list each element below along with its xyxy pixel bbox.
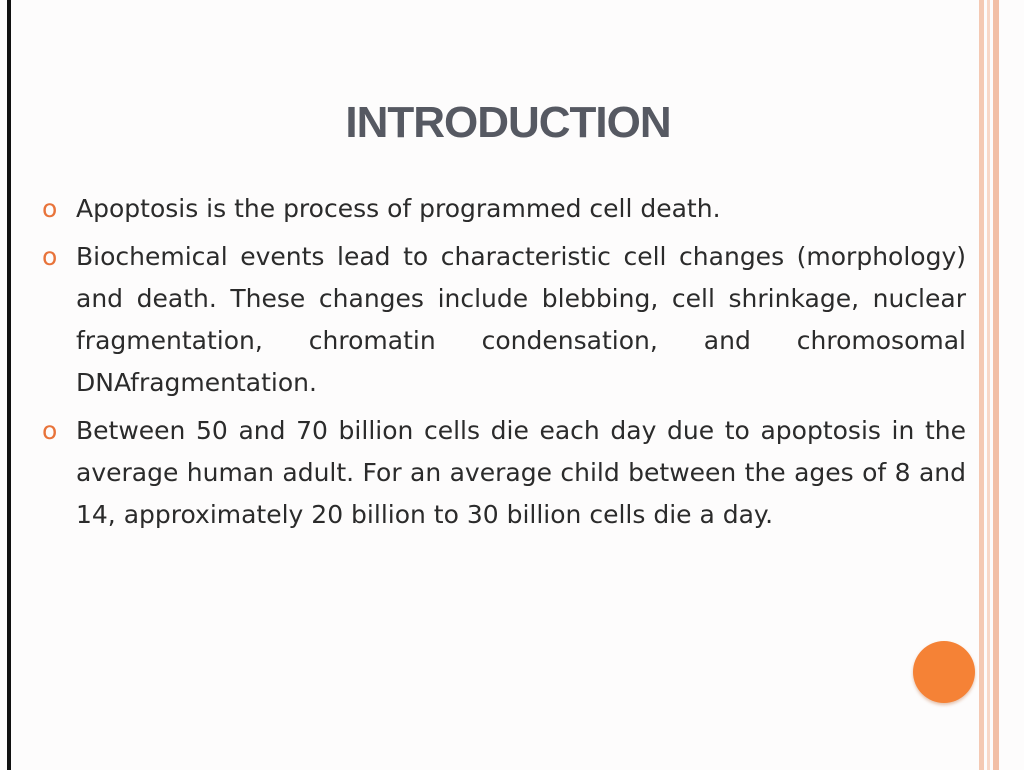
- bullet-text: Between 50 and 70 billion cells die each day due to apoptosis in the average human adult. For an average child between the ages of 8 and 14, approximately 20 billion to 30 billion cells die a day.: [76, 416, 966, 529]
- bullet-marker-icon: o: [42, 242, 58, 271]
- bullet-item: [42, 236, 966, 404]
- bullet-list: [42, 188, 966, 542]
- orange-circle-decoration: [913, 641, 975, 703]
- bullet-item: [42, 188, 966, 230]
- bullet-marker-icon: o: [42, 194, 58, 223]
- bullet-marker-icon: o: [42, 416, 58, 445]
- bullet-text: Biochemical events lead to characteristic cell changes (morphology) and death. These changes include blebbing, cell shrinkage, nuclear fragmentation, chromatin condensation, and chromosomal DNAfragmentation.: [76, 242, 966, 397]
- bullet-item: [42, 410, 966, 536]
- slide-title: INTRODUCTION: [345, 98, 671, 147]
- bullet-text: Apoptosis is the process of programmed cell death.: [76, 194, 721, 223]
